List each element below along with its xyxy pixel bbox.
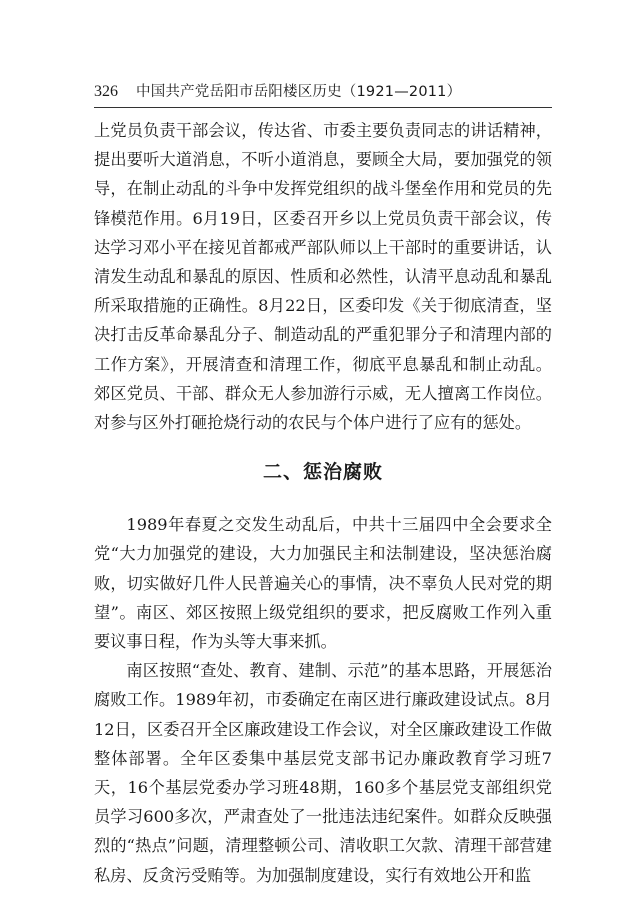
paragraph: 南区按照“查处、教育、建制、示范”的基本思路，开展惩治腐败工作。1989年初，市委确定在南区进行廉政建设试点。8月12日，区委召开全区廉政建设工作会议，对全区廉政建设工作做整体部署。全年区委集中基层党支部书记办廉政教育学习班7天，16个基层党委办学习班48期，160多个基层党支部组织党员学习600多次，严肃查处了一批违法违纪案件。如群众反映强烈的“热点”问题，清理整顿公司、清收职工欠款、清理干部营建私房、反贪污受贿等。为加强制度建设，实行有效地公开和监 xyxy=(94,661,552,885)
book-title: 中国共产党岳阳市岳阳楼区历史（1921—2011） xyxy=(136,84,462,100)
page-number: 326 xyxy=(94,83,118,100)
running-head xyxy=(94,80,554,102)
section-heading: 二、惩治腐败 xyxy=(262,461,383,484)
paragraph-continued: 上党员负责干部会议，传达省、市委主要负责同志的讲话精神，提出要听大道消息，不听小道消息，要顾全大局，要加强党的领导，在制止动乱的斗争中发挥党组织的战斗堡垒作用和党员的先锋模范作用。6月19日，区委召开乡以上党员负责干部会议，传达学习邓小平在接见首都戒严部队师以上干部时的重要讲话，认清发生动乱和暴乱的原因、性质和必然性，认清平息动乱和暴乱所采取措施的正确性。8月22日，区委印发《关于彻底清查，坚决打击反革命暴乱分子、制造动乱的严重犯罪分子和清理内部的工作方案》，开展清查和清理工作，彻底平息暴乱和制止动乱。郊区党员、干部、群众无人参加游行示威，无人擅离工作岗位。对参与区外打砸抢烧行动的农民与个体户进行了应有的惩处。 xyxy=(94,121,552,433)
section-heading-block xyxy=(94,437,552,510)
header-rule xyxy=(94,107,552,108)
paragraph: 1989年春夏之交发生动乱后，中共十三届四中全会要求全党“大力加强党的建设，大力加强民主和法制建设，坚决惩治腐败，切实做好几件人民普遍关心的事情，决不辜负人民对党的期望”。南区、郊区按照上级党组织的要求，把反腐败工作列入重要议事日程，作为头等大事来抓。 xyxy=(94,515,552,652)
body-text xyxy=(94,116,552,890)
